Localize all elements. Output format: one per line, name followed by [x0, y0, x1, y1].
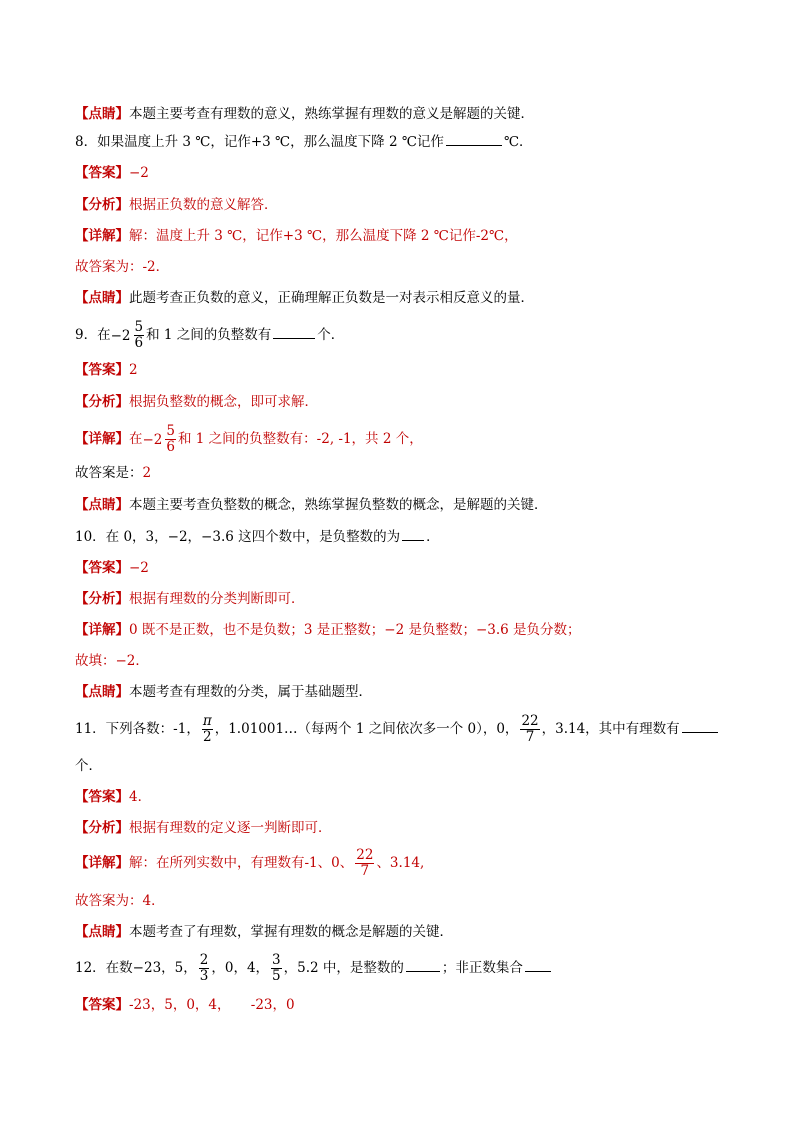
question-text: ，3.14，其中有理数有	[541, 721, 680, 737]
denominator: 6	[166, 439, 175, 455]
denominator: 2	[202, 729, 212, 745]
q10-detail	[75, 619, 734, 641]
q11-answer	[75, 786, 734, 808]
denominator: 7	[525, 729, 535, 745]
question-text: 10．在 0，3，−2，−3.6 这四个数中，是负整数的为	[75, 529, 401, 545]
q11-point	[75, 921, 734, 943]
mixed-number	[111, 319, 147, 353]
note-text: 本题主要考查负整数的概念，熟练掌握负整数的概念，是解题的关键．	[129, 497, 548, 513]
numerator: 2	[199, 951, 209, 968]
point-note-prev	[75, 103, 734, 125]
conclusion-value: 2	[142, 465, 152, 481]
note-text: 本题考查了有理数，掌握有理数的概念是解题的关键．	[129, 924, 453, 940]
detail-text: 解：温度上升 3 ℃，记作+3 ℃，那么温度下降 2 ℃记作-2℃，	[129, 228, 518, 244]
denominator: 6	[134, 335, 144, 351]
detail-text: 、3.14,	[376, 855, 425, 871]
answer-text: −2	[129, 165, 149, 181]
note-text: 本题考查有理数的分类，属于基础题型．	[129, 684, 372, 700]
q8-answer	[75, 162, 734, 184]
question-text: 个．	[317, 327, 345, 343]
q10-conclusion: 故填：−2．	[75, 653, 149, 669]
question-text: 12．在数−23，5，	[75, 960, 197, 976]
tag-dianjing: 【点睛】	[75, 684, 129, 700]
q9-conclusion	[75, 462, 734, 484]
tag-answer: 【答案】	[75, 997, 129, 1013]
q8-detail	[75, 225, 734, 247]
question-text: 和 1 之间的负整数有	[146, 327, 272, 343]
tag-detail: 【详解】	[75, 228, 129, 244]
tag-analysis: 【分析】	[75, 197, 129, 213]
answer-blank	[402, 526, 424, 541]
fraction-22-over-7	[520, 712, 539, 745]
question-11	[75, 712, 734, 746]
denominator: 5	[272, 968, 281, 984]
q10-analysis	[75, 588, 734, 610]
question-text: 8．如果温度上升 3 ℃，记作+3 ℃，那么温度下降 2 ℃记作	[75, 134, 444, 150]
q9-answer	[75, 359, 734, 381]
numerator	[202, 712, 213, 731]
fraction-pi-over-2	[202, 712, 213, 745]
answer-text: −2	[129, 560, 149, 576]
denominator: 3	[199, 968, 209, 984]
q9-detail	[75, 422, 734, 457]
numerator: 22	[521, 712, 539, 729]
tag-dianjing: 【点睛】	[75, 497, 129, 513]
numerator: 3	[272, 951, 281, 968]
q11-conclusion: 故答案为：4．	[75, 893, 165, 909]
tag-answer: 【答案】	[75, 560, 129, 576]
q10-answer	[75, 557, 734, 579]
q11-analysis	[75, 817, 734, 839]
detail-text: 在	[129, 431, 143, 447]
answer-blank	[446, 131, 502, 146]
note-text: 此题考查正负数的意义，正确理解正负数是一对表示相反意义的量．	[129, 290, 534, 306]
numerator: 22	[356, 846, 374, 863]
question-text: ，1.01001…（每两个 1 之间依次多一个 0），0，	[214, 721, 519, 737]
tag-analysis: 【分析】	[75, 820, 129, 836]
tag-answer: 【答案】	[75, 362, 129, 378]
mixed-number	[143, 423, 179, 457]
analysis-text: 根据正负数的意义解答．	[129, 197, 278, 213]
fraction-3-over-5	[271, 951, 282, 984]
question-text: ．	[426, 529, 440, 545]
tag-dianjing: 【点睛】	[75, 106, 129, 122]
detail-text: 0 既不是正数，也不是负数；3 是正整数；−2 是负整数；−3.6 是负分数；	[129, 622, 581, 638]
detail-text: 和 1 之间的负整数有：-2, -1，共 2 个，	[178, 431, 423, 447]
q11-detail	[75, 846, 734, 880]
tag-dianjing: 【点睛】	[75, 290, 129, 306]
detail-text: 解：在所列实数中，有理数有-1、0、	[129, 855, 354, 871]
analysis-text: 根据负整数的概念，即可求解．	[129, 394, 318, 410]
question-9	[75, 318, 734, 353]
tag-dianjing: 【点睛】	[75, 924, 129, 940]
fraction-22-over-7	[355, 846, 374, 879]
q8-conclusion: 故答案为：-2．	[75, 259, 170, 275]
pi-symbol: π	[202, 712, 212, 729]
question-8	[75, 131, 734, 153]
q9-point	[75, 494, 734, 516]
tag-detail: 【详解】	[75, 431, 129, 447]
tag-answer: 【答案】	[75, 165, 129, 181]
fraction	[134, 318, 145, 351]
question-text: 11．下列各数：-1，	[75, 721, 200, 737]
answer-text: 2	[129, 362, 138, 378]
answer-text: 4．	[129, 789, 152, 805]
analysis-text: 根据有理数的分类判断即可．	[129, 591, 305, 607]
question-text: ；非正数集合	[441, 960, 523, 976]
conclusion-text: 故答案是：	[75, 465, 143, 481]
answer-blank	[406, 957, 440, 972]
note-text: 本题主要考查有理数的意义，熟练掌握有理数的意义是解题的关键．	[129, 106, 534, 122]
question-10	[75, 526, 734, 548]
answer-blank	[273, 324, 315, 339]
question-text: ，0，4，	[211, 960, 270, 976]
answer-text: -23，5，0，4， -23，0	[129, 997, 295, 1013]
question-11-cont: 个．	[75, 758, 102, 774]
tag-analysis: 【分析】	[75, 591, 129, 607]
fraction	[165, 422, 176, 455]
q9-analysis	[75, 391, 734, 413]
fraction-2-over-3	[199, 951, 210, 984]
question-text: ，5.2 中，是整数的	[283, 960, 404, 976]
q12-answer	[75, 994, 734, 1016]
q10-point	[75, 681, 734, 703]
answer-blank	[682, 718, 718, 733]
whole-part: −2	[142, 431, 163, 448]
tag-detail: 【详解】	[75, 622, 129, 638]
numerator: 5	[134, 318, 144, 335]
answer-blank	[525, 957, 551, 972]
question-text: 9．在	[75, 327, 111, 343]
q8-point	[75, 287, 734, 309]
denominator: 7	[360, 863, 370, 879]
question-12	[75, 951, 734, 985]
tag-analysis: 【分析】	[75, 394, 129, 410]
q8-analysis	[75, 194, 734, 216]
analysis-text: 根据有理数的定义逐一判断即可．	[129, 820, 332, 836]
numerator: 5	[166, 422, 175, 439]
whole-part: −2	[110, 327, 131, 344]
question-text: ℃．	[503, 134, 533, 150]
tag-detail: 【详解】	[75, 855, 129, 871]
tag-answer: 【答案】	[75, 789, 129, 805]
